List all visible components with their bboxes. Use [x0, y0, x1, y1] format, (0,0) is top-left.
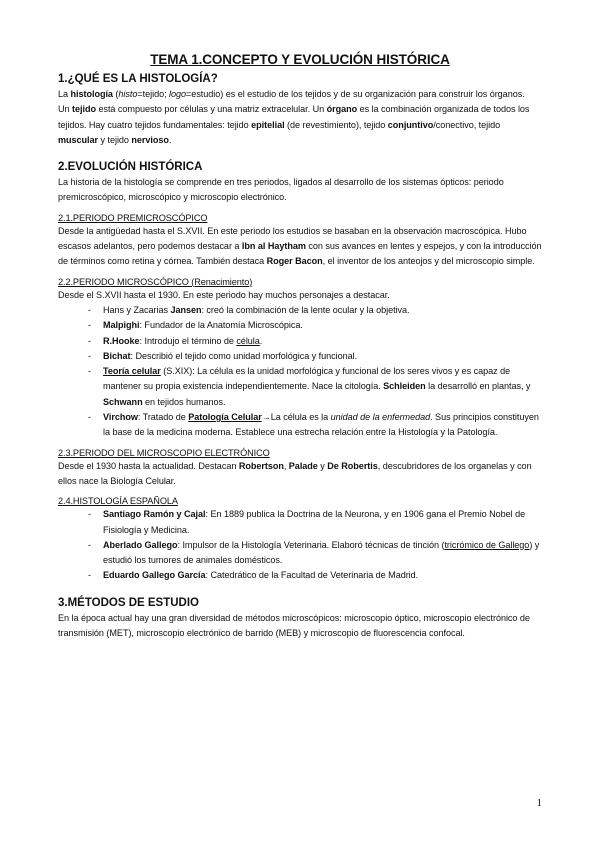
- premicroscopic-paragraph: Desde la antigüedad hasta el S.XVII. En este periodo los estudios se basaban en la observación macroscópica. Hubo escasos adelantos, pero podemos destacar a Ibn al Haytham con sus avances en lentes y espejos, y con la introducción de términos como retina y córnea. También destaca Roger Bacon, el inventor de los anteojos y del microscopio simple.: [58, 225, 542, 267]
- methods-paragraph: En la época actual hay una gran diversidad de métodos microscópicos: microscopio óptico, microscopio electrónico de transmisión (MET), microscopio electrónico de barrido (MEB) y microscopio de fluorescencia confocal.: [58, 612, 530, 639]
- history-intro-paragraph: La historia de la histología se comprende en tres periodos, ligados al desarrollo de los sistemas ópticos: periodo premicroscópico, microscópico y microscopio electrónico.: [58, 177, 504, 203]
- list-item: - Virchow: Tratado de Patología Celular→La célula es la unidad de la enfermedad. Sus principios constituyen la base de la medicina moderna. Establece una estrecha relación entre la Histología y la Patología.: [88, 410, 542, 441]
- histology-definition-paragraph: La histología (histo=tejido; logo=estudio) es el estudio de los tejidos y de su organización para construir los órganos.: [58, 89, 525, 99]
- list-item: - Eduardo Gallego García: Catedrático de la Facultad de Veterinaria de Madrid.: [88, 568, 542, 583]
- tissue-definition-paragraph: Un tejido está compuesto por células y una matriz extracelular. Un órgano es la combinación organizada de todos los tejidos. Hay cuatro tejidos fundamentales: tejido epitelial (de revestimiento), tejido conjuntivo/conectivo, tejido muscular y tejido nervioso.: [58, 104, 530, 145]
- list-item: - R.Hooke: Introdujo el término de célula.: [88, 334, 542, 349]
- section-heading-3: 3.MÉTODOS DE ESTUDIO: [58, 596, 200, 609]
- list-item: - Aberlado Gallego: Impulsor de la Histología Veterinaria. Elaboró técnicas de tinción (tricrómico de Gallego) y estudió los tumores de animales domésticos.: [88, 538, 542, 569]
- subsection-heading-2-2: 2.2.PERIODO MICROSCÓPICO (Renacimiento): [58, 276, 253, 287]
- section-heading-1: 1.¿QUÉ ES LA HISTOLOGÍA?: [58, 73, 218, 85]
- section-heading-2: 2.EVOLUCIÓN HISTÓRICA: [58, 161, 203, 174]
- document-page: [58, 52, 542, 641]
- list-item: - Bichat: Describió el tejido como unidad morfológica y funcional.: [88, 349, 542, 364]
- subsection-heading-2-1: 2.1.PERIODO PREMICROSCÓPICO: [58, 212, 208, 223]
- electron-microscope-paragraph: Desde el 1930 hasta la actualidad. Destacan Robertson, Palade y De Robertis, descubridores de los organelas y con ellos nace la Biología Celular.: [58, 460, 532, 486]
- subsection-heading-2-3: 2.3.PERIODO DEL MICROSCOPIO ELECTRÓNICO: [58, 447, 270, 458]
- document-title: TEMA 1.CONCEPTO Y EVOLUCIÓN HISTÓRICA: [150, 52, 450, 67]
- list-item: - Teoría celular (S.XIX): La célula es la unidad morfológica y funcional de los seres vivos y es capaz de mantener su propia existencia independientemente. Nace la citología. Schleiden la desarrolló en plantas, y Schwann en tejidos humanos.: [88, 364, 542, 410]
- microscopic-figures-list: [58, 303, 542, 441]
- list-item: - Malpighi: Fundador de la Anatomía Microscópica.: [88, 318, 542, 333]
- microscopic-intro-paragraph: Desde el S.XVII hasta el 1930. En este periodo hay muchos personajes a destacar.: [58, 289, 390, 300]
- list-item: - Santiago Ramón y Cajal: En 1889 publica la Doctrina de la Neurona, y en 1906 gana el Premio Nobel de Fisiología y Medicina.: [88, 507, 542, 538]
- page-number: 1: [536, 797, 542, 809]
- subsection-heading-2-4: 2.4.HISTOLOGÍA ESPAÑOLA: [58, 496, 178, 507]
- spanish-histology-list: [58, 507, 542, 583]
- list-item: - Hans y Zacarias Jansen: creó la combinación de la lente ocular y la objetiva.: [88, 303, 542, 318]
